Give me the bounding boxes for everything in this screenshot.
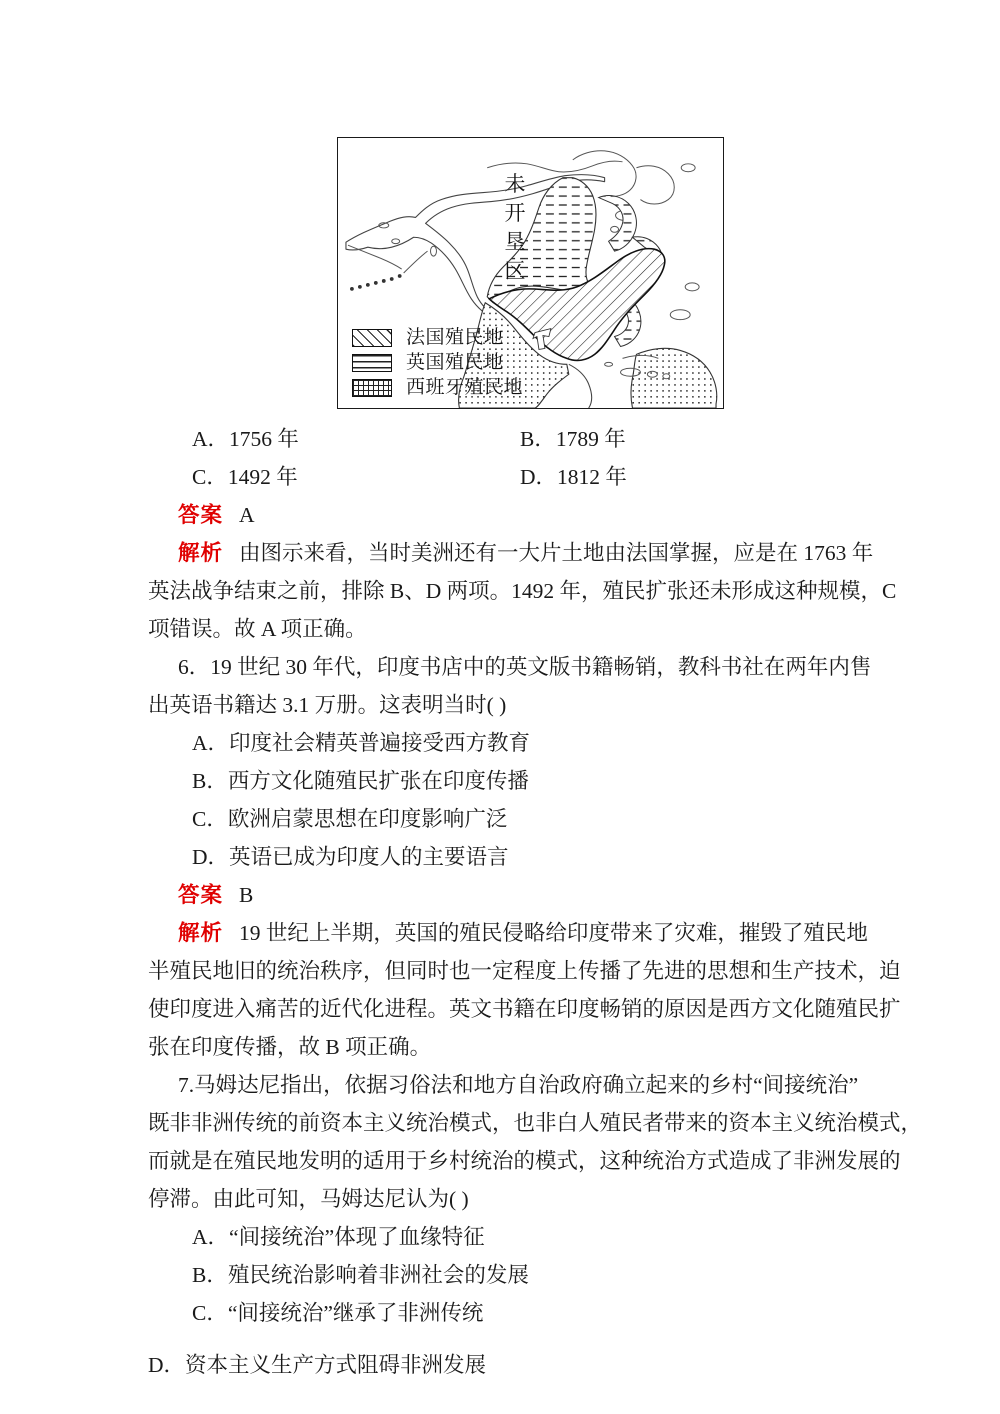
q6-option-c: [148, 800, 860, 838]
legend-item-france: [352, 325, 572, 350]
q6-analysis-text-1: 19 世纪上半期，英国的殖民侵略给印度带来了灾难，摧毁了殖民地: [239, 921, 868, 945]
map-region-label-char-3: 垦: [504, 231, 526, 254]
q5-option-d-key: D．: [520, 465, 558, 489]
q5-option-c: [148, 458, 504, 496]
q5-options-row-2: [148, 458, 860, 496]
q5-option-d: [504, 458, 860, 496]
q6-option-d: [148, 838, 860, 876]
q7-stem-line-2: [148, 1104, 923, 1142]
q6-option-d-text: 英语已成为印度人的主要语言: [229, 845, 509, 869]
legend-item-britain: [352, 350, 572, 375]
q6-analysis-text-4: 张在印度传播，故 B 项正确。: [148, 1035, 432, 1059]
q6-stem-line-2: [148, 686, 860, 724]
q5-analysis-line-3: [148, 610, 860, 648]
q7-stem-line-4: [148, 1180, 860, 1218]
q5-option-a-text: 1756 年: [229, 427, 299, 451]
q6-analysis-line-1: [148, 914, 868, 952]
q5-answer-value: A: [239, 503, 255, 527]
q7-option-d-text: 资本主义生产方式阻碍非洲发展: [185, 1353, 487, 1377]
q6-option-c-text: 欧洲启蒙思想在印度影响广泛: [227, 807, 508, 831]
q5-options-row-1: [148, 420, 860, 458]
map-region-label-char-1: 未: [504, 173, 526, 196]
legend-label-spain: 西班牙殖民地: [406, 377, 524, 398]
q7-stem-text-3: 而就是在殖民地发明的适用于乡村统治的模式，这种统治方式造成了非洲发展的: [148, 1149, 901, 1173]
q5-option-c-text: 1492 年: [227, 465, 298, 489]
legend-swatch-dot-grid-icon: [352, 379, 392, 397]
q6-option-a-text: 印度社会精英普遍接受西方教育: [229, 731, 531, 755]
q7-option-a-text: “间接统治”体现了血缘特征: [229, 1225, 485, 1249]
map-region-label-char-4: 区: [504, 260, 526, 283]
q6-answer-line: [148, 876, 860, 914]
q5-option-d-text: 1812 年: [557, 465, 627, 489]
q6-option-b-key: B．: [192, 769, 228, 793]
q7-option-b: [148, 1256, 860, 1294]
map-frame: [337, 137, 724, 409]
q6-analysis-line-4: [148, 1028, 860, 1066]
q5-option-a: [148, 420, 504, 458]
q5-option-b-key: B．: [520, 427, 556, 451]
q6-analysis-text-2: 半殖民地旧的统治秩序，但同时也一定程度上传播了先进的思想和生产技术，迫: [148, 959, 901, 983]
q7-option-a: [148, 1218, 860, 1256]
q5-option-c-key: C．: [192, 465, 228, 489]
q7-option-d: [148, 1346, 860, 1384]
q6-option-d-key: D．: [192, 845, 230, 869]
q7-stem-line-3: [148, 1142, 901, 1180]
q7-option-b-text: 殖民统治影响着非洲社会的发展: [227, 1263, 529, 1287]
q5-option-b: [504, 420, 860, 458]
q5-analysis-line-1: [148, 534, 874, 572]
q6-analysis-line-3: [148, 990, 901, 1028]
q6-answer-value: B: [239, 883, 254, 907]
map-region-label-char-2: 开: [504, 202, 526, 225]
q6-stem-line-1: [148, 648, 872, 686]
q7-stem-text-1: 7.马姆达尼指出，依据习俗法和地方自治政府确立起来的乡村“间接统治”: [178, 1073, 859, 1097]
q5-option-a-key: A．: [192, 427, 230, 451]
q5-analysis-text-3: 项错误。故 A 项正确。: [148, 617, 367, 641]
q6-option-b-text: 西方文化随殖民扩张在印度传播: [227, 769, 529, 793]
q6-option-c-key: C．: [192, 807, 228, 831]
legend-label-france: 法国殖民地: [406, 327, 504, 348]
q6-analysis-tag: 解析: [178, 921, 224, 945]
q6-option-a: [148, 724, 860, 762]
q5-analysis-text-1: 由图示来看，当时美洲还有一大片土地由法国掌握，应是在 1763 年: [239, 541, 874, 565]
q7-stem-line-1: [148, 1066, 860, 1104]
legend-item-spain: [352, 375, 572, 400]
q7-option-b-key: B．: [192, 1263, 228, 1287]
q5-option-b-text: 1789 年: [555, 427, 626, 451]
q6-stem-text-2: 出英语书籍达 3.1 万册。这表明当时( ): [148, 693, 507, 717]
page-body: [148, 420, 923, 1384]
q6-option-b: [148, 762, 860, 800]
q6-option-a-key: A．: [192, 731, 230, 755]
map-legend: [352, 325, 572, 400]
q5-analysis-tag: 解析: [178, 541, 224, 565]
q7-option-d-key: D．: [148, 1353, 186, 1377]
legend-swatch-diagonal-hatch-icon: [352, 329, 392, 347]
q5-analysis-line-2: [148, 572, 897, 610]
map-region-label: [502, 170, 528, 286]
map-figure: [337, 137, 724, 409]
q5-answer-tag: 答案: [178, 503, 224, 527]
legend-swatch-horizontal-dash-icon: [352, 354, 392, 372]
q6-stem-text-1: 6．19 世纪 30 年代，印度书店中的英文版书籍畅销，教科书社在两年内售: [178, 655, 872, 679]
legend-label-britain: 英国殖民地: [406, 352, 504, 373]
q6-analysis-line-2: [148, 952, 901, 990]
q7-stem-text-4: 停滞。由此可知，马姆达尼认为( ): [148, 1187, 469, 1211]
q7-stem-text-2: 既非非洲传统的前资本主义统治模式，也非白人殖民者带来的资本主义统治模式，: [148, 1111, 923, 1135]
q7-option-c-text: “间接统治”继承了非洲传统: [227, 1301, 484, 1325]
q7-option-c: [148, 1294, 860, 1332]
q5-answer-line: [148, 496, 860, 534]
q6-answer-tag: 答案: [178, 883, 224, 907]
q6-analysis-text-3: 使印度进入痛苦的近代化进程。英文书籍在印度畅销的原因是西方文化随殖民扩: [148, 997, 901, 1021]
q5-analysis-text-2: 英法战争结束之前，排除 B、D 两项。1492 年，殖民扩张还未形成这种规模，C: [148, 579, 897, 603]
q7-option-c-key: C．: [192, 1301, 228, 1325]
q7-option-a-key: A．: [192, 1225, 230, 1249]
